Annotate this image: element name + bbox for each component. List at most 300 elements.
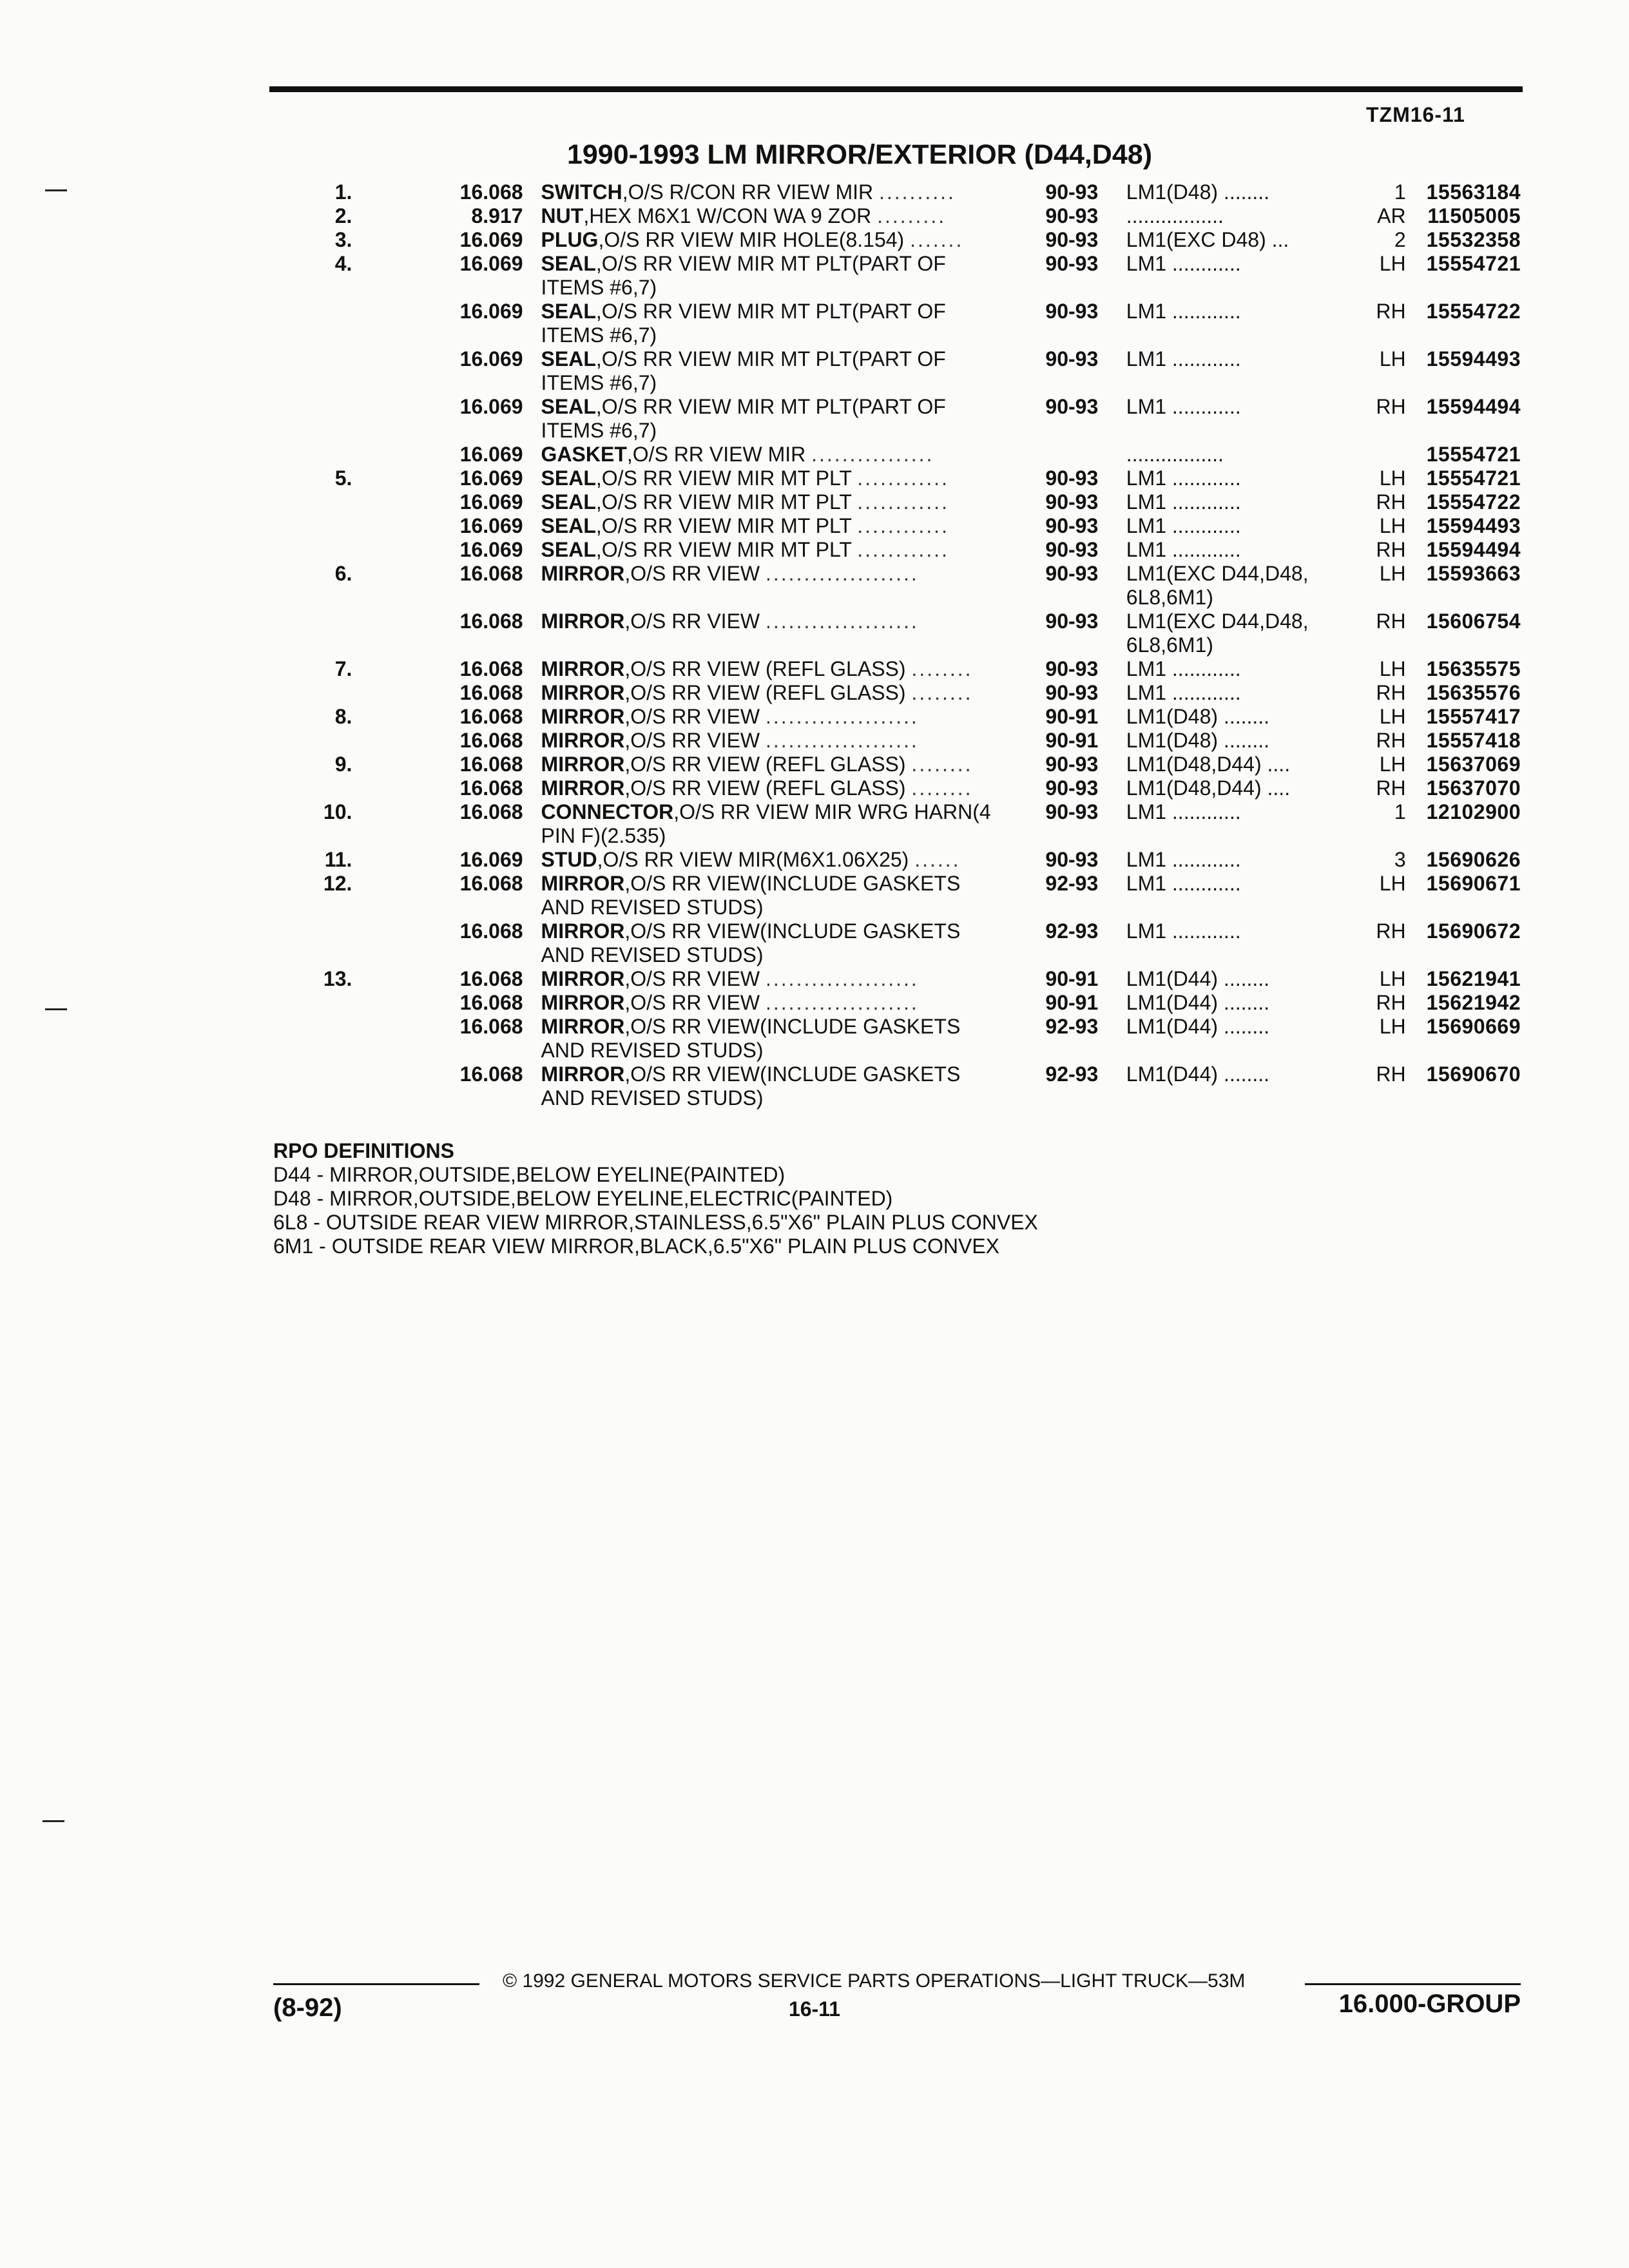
table-row	[290, 1039, 1521, 1062]
model-years: 90-91	[1045, 967, 1099, 990]
rpo-line: 6M1 - OUTSIDE REAR VIEW MIRROR,BLACK,6.5"X6" PLAIN PLUS CONVEX	[273, 1235, 999, 1258]
part-name: MIRROR	[541, 610, 625, 633]
part-number: 15637070	[1426, 776, 1521, 800]
item-number: 12.	[323, 872, 352, 895]
group-number	[352, 586, 523, 610]
model-usage: LM1 ............	[1126, 252, 1241, 275]
part-description	[523, 776, 1046, 800]
model-years	[1045, 824, 1126, 848]
part-name: SEAL	[541, 252, 596, 275]
part-description	[523, 514, 1046, 538]
leader-dots: ........	[911, 776, 973, 800]
table-row	[290, 204, 1521, 228]
part-description	[523, 276, 1046, 300]
model-usage	[1126, 323, 1362, 347]
group-number	[352, 1039, 523, 1062]
table-row	[290, 371, 1521, 395]
part-name: MIRROR	[541, 1062, 625, 1086]
model-years: 92-93	[1045, 1062, 1099, 1086]
model-usage: LM1 ............	[1126, 466, 1241, 490]
rpo-line: D44 - MIRROR,OUTSIDE,BELOW EYELINE(PAINTED)	[273, 1163, 786, 1186]
part-number: 15532358	[1426, 228, 1521, 251]
part-number: 15606754	[1426, 610, 1521, 633]
part-name: NUT	[541, 204, 584, 227]
item-number	[290, 681, 352, 705]
part-description	[523, 705, 1046, 729]
model-usage	[1126, 419, 1362, 443]
quantity	[1362, 276, 1405, 300]
table-row	[290, 1086, 1521, 1110]
table-row	[290, 610, 1521, 633]
part-description	[523, 657, 1046, 681]
item-number	[290, 586, 352, 610]
table-row	[290, 896, 1521, 919]
model-usage: LM1 ............	[1126, 848, 1241, 871]
part-detail: AND REVISED STUDS)	[541, 943, 764, 966]
table-row	[290, 967, 1521, 991]
top-rule	[269, 86, 1523, 92]
quantity: RH	[1376, 991, 1406, 1014]
part-name: SEAL	[541, 347, 596, 370]
part-number	[1406, 1039, 1521, 1062]
model-years: 90-93	[1045, 347, 1099, 370]
group-number: 16.069	[459, 514, 523, 537]
part-description	[523, 896, 1046, 919]
quantity: 2	[1394, 228, 1406, 251]
part-number	[1406, 586, 1521, 610]
leader-dots: ....................	[766, 562, 919, 585]
group-number: 16.068	[459, 753, 523, 776]
part-description	[523, 466, 1046, 490]
table-row	[290, 872, 1521, 896]
part-description	[523, 180, 1046, 204]
leader-dots: ........	[911, 681, 973, 704]
model-years: 90-91	[1045, 991, 1099, 1014]
model-usage: .................	[1126, 204, 1224, 227]
quantity: RH	[1376, 776, 1406, 800]
part-number: 15690626	[1426, 848, 1521, 871]
group-number: 16.069	[459, 347, 523, 370]
model-years	[1045, 1039, 1126, 1062]
group-number: 16.068	[459, 729, 523, 752]
part-description	[523, 967, 1046, 991]
part-description	[523, 490, 1046, 514]
model-years: 90-93	[1045, 180, 1099, 204]
table-row	[290, 252, 1521, 276]
table-row	[290, 991, 1521, 1015]
leader-dots: ............	[857, 538, 949, 561]
group-number	[352, 1086, 523, 1110]
part-name: GASKET	[541, 443, 627, 466]
part-number: 15594493	[1426, 347, 1521, 370]
item-number	[290, 323, 352, 347]
model-years	[1045, 943, 1126, 967]
model-years	[1045, 896, 1126, 919]
group-number: 16.069	[459, 395, 523, 418]
item-number	[290, 443, 352, 466]
part-description	[523, 610, 1046, 633]
part-name: MIRROR	[541, 753, 625, 776]
group-number: 16.068	[459, 776, 523, 800]
part-detail: ,O/S RR VIEW(INCLUDE GASKETS	[624, 919, 961, 943]
part-detail: ,O/S RR VIEW (REFL GLASS)	[624, 681, 906, 704]
part-description	[523, 395, 1046, 419]
model-usage: LM1(D48,D44) ....	[1126, 776, 1291, 800]
item-number	[290, 276, 352, 300]
model-usage: 6L8,6M1)	[1126, 633, 1213, 657]
item-number: 5.	[334, 466, 352, 490]
group-number: 16.068	[459, 919, 523, 943]
item-number: 13.	[323, 967, 352, 990]
model-years: 90-91	[1045, 729, 1099, 752]
part-name: PLUG	[541, 228, 599, 251]
leader-dots: ......	[914, 848, 961, 871]
part-number	[1406, 419, 1521, 443]
model-usage: LM1(D44) ........	[1126, 1062, 1270, 1086]
leader-dots: ................	[811, 443, 934, 466]
table-row	[290, 1015, 1521, 1039]
group-number	[352, 896, 523, 919]
page-title: 1990-1993 LM MIRROR/EXTERIOR (D44,D48)	[566, 139, 1153, 170]
group-number: 16.069	[459, 466, 523, 490]
document-code: TZM16-11	[1366, 103, 1465, 126]
group-number	[352, 323, 523, 347]
group-number: 16.068	[459, 1015, 523, 1038]
part-detail: ,O/S RR VIEW(INCLUDE GASKETS	[624, 1015, 961, 1038]
part-description	[523, 586, 1046, 610]
part-description	[523, 872, 1046, 896]
quantity: AR	[1377, 204, 1406, 227]
table-row	[290, 228, 1521, 252]
group-number: 16.069	[459, 252, 523, 275]
group-number: 16.069	[459, 228, 523, 251]
quantity: LH	[1379, 562, 1406, 585]
part-description	[523, 371, 1046, 395]
model-years: 90-93	[1045, 395, 1099, 418]
model-usage: LM1 ............	[1126, 490, 1241, 514]
rpo-title: RPO DEFINITIONS	[273, 1139, 454, 1162]
part-description	[523, 753, 1046, 776]
part-number: 15554722	[1426, 300, 1521, 323]
model-years: 92-93	[1045, 919, 1099, 943]
part-number	[1406, 323, 1521, 347]
model-usage	[1126, 896, 1362, 919]
table-row	[290, 657, 1521, 681]
model-usage: LM1(D48,D44) ....	[1126, 753, 1291, 776]
leader-dots: ............	[857, 490, 949, 514]
part-name: MIRROR	[541, 562, 625, 585]
part-description	[523, 943, 1046, 967]
quantity	[1362, 323, 1405, 347]
part-number: 15563184	[1426, 180, 1521, 204]
part-number: 12102900	[1426, 800, 1521, 823]
part-detail: ,O/S RR VIEW MIR MT PLT(PART OF	[595, 395, 946, 418]
quantity: RH	[1376, 300, 1406, 323]
item-number	[290, 919, 352, 943]
part-detail: ,O/S RR VIEW (REFL GLASS)	[624, 776, 906, 800]
model-years: 90-91	[1045, 705, 1099, 728]
table-row	[290, 538, 1521, 562]
group-number	[352, 943, 523, 967]
table-row	[290, 419, 1521, 443]
quantity: RH	[1376, 1062, 1406, 1086]
part-detail: ,O/S RR VIEW MIR HOLE(8.154)	[598, 228, 905, 251]
group-number	[352, 371, 523, 395]
part-number	[1406, 943, 1521, 967]
item-number	[290, 1015, 352, 1039]
footer-rule	[273, 1983, 479, 1985]
part-description	[523, 300, 1046, 323]
model-usage: .................	[1126, 443, 1224, 466]
part-description	[523, 347, 1046, 371]
model-usage: LM1 ............	[1126, 538, 1241, 561]
model-usage	[1126, 1039, 1362, 1062]
part-description	[523, 919, 1046, 943]
model-usage	[1126, 276, 1362, 300]
margin-mark	[43, 1820, 64, 1822]
part-detail: AND REVISED STUDS)	[541, 1039, 764, 1062]
model-years: 90-93	[1045, 800, 1099, 823]
model-years: 92-93	[1045, 872, 1099, 895]
table-row	[290, 514, 1521, 538]
leader-dots: ....................	[766, 991, 919, 1014]
model-years: 90-93	[1045, 562, 1099, 585]
model-years	[1045, 443, 1126, 466]
part-number: 15690670	[1426, 1062, 1521, 1086]
model-usage: LM1 ............	[1126, 657, 1241, 680]
item-number	[290, 1039, 352, 1062]
leader-dots: ....................	[766, 610, 919, 633]
part-description	[523, 633, 1046, 657]
leader-dots: .........	[877, 204, 947, 227]
model-years: 90-93	[1045, 681, 1099, 704]
model-years: 90-93	[1045, 204, 1099, 227]
part-description	[523, 1086, 1046, 1110]
part-name: SEAL	[541, 538, 596, 561]
quantity: 1	[1394, 180, 1406, 204]
page-number: 16-11	[788, 1997, 841, 2021]
model-usage: LM1(D48) ........	[1126, 180, 1270, 204]
part-detail: ,O/S RR VIEW MIR MT PLT(PART OF	[595, 347, 946, 370]
quantity	[1362, 1039, 1405, 1062]
model-usage: LM1(D44) ........	[1126, 1015, 1270, 1038]
part-description	[523, 419, 1046, 443]
part-description	[523, 800, 1046, 824]
rpo-definitions	[273, 1139, 1038, 1258]
quantity: LH	[1379, 347, 1406, 370]
table-row	[290, 824, 1521, 848]
part-name: MIRROR	[541, 1015, 625, 1038]
table-row	[290, 300, 1521, 323]
part-detail: ,O/S RR VIEW MIR MT PLT	[595, 514, 852, 537]
quantity	[1362, 824, 1405, 848]
part-detail: ,O/S RR VIEW MIR MT PLT(PART OF	[595, 300, 946, 323]
quantity: RH	[1376, 610, 1406, 633]
quantity: RH	[1376, 395, 1406, 418]
model-years	[1045, 586, 1126, 610]
group-number: 16.069	[459, 538, 523, 561]
quantity: RH	[1376, 681, 1406, 704]
model-years: 90-93	[1045, 490, 1099, 514]
part-number: 15594494	[1426, 538, 1521, 561]
rpo-line: D48 - MIRROR,OUTSIDE,BELOW EYELINE,ELECTRIC(PAINTED)	[273, 1187, 893, 1210]
part-description	[523, 824, 1046, 848]
group-number: 16.068	[459, 562, 523, 585]
part-description	[523, 204, 1046, 228]
part-number	[1406, 371, 1521, 395]
item-number: 8.	[334, 705, 352, 728]
item-number	[290, 1062, 352, 1086]
table-row	[290, 395, 1521, 419]
model-usage: LM1 ............	[1126, 919, 1241, 943]
leader-dots: ............	[857, 514, 949, 537]
part-number: 15690672	[1426, 919, 1521, 943]
part-detail: ,O/S RR VIEW	[624, 705, 760, 728]
copyright-notice: © 1992 GENERAL MOTORS SERVICE PARTS OPERATIONS—LIGHT TRUCK—53M	[503, 1970, 1246, 1992]
part-description	[523, 681, 1046, 705]
part-name: CONNECTOR	[541, 800, 674, 823]
part-name: MIRROR	[541, 729, 625, 752]
group-number	[352, 419, 523, 443]
part-name: SEAL	[541, 300, 596, 323]
quantity	[1362, 443, 1405, 466]
quantity	[1362, 633, 1405, 657]
part-number: 15593663	[1426, 562, 1521, 585]
group-number: 16.069	[459, 300, 523, 323]
item-number: 1.	[334, 180, 352, 204]
part-detail: AND REVISED STUDS)	[541, 896, 764, 919]
item-number	[290, 371, 352, 395]
parts-table	[290, 180, 1521, 1110]
quantity: RH	[1376, 490, 1406, 514]
part-name: MIRROR	[541, 657, 625, 680]
table-row	[290, 681, 1521, 705]
item-number: 6.	[334, 562, 352, 585]
part-description	[523, 1015, 1046, 1039]
part-detail: ,O/S RR VIEW MIR	[626, 443, 806, 466]
quantity: RH	[1376, 919, 1406, 943]
item-number: 3.	[334, 228, 352, 251]
item-number	[290, 490, 352, 514]
part-number: 15554722	[1426, 490, 1521, 514]
part-name: SEAL	[541, 490, 596, 514]
part-number: 15554721	[1426, 443, 1521, 466]
quantity: LH	[1379, 1015, 1406, 1038]
margin-mark	[45, 1008, 67, 1010]
group-number: 16.068	[459, 180, 523, 204]
item-number	[290, 395, 352, 419]
item-number	[290, 633, 352, 657]
table-row	[290, 562, 1521, 586]
part-detail: PIN F)(2.535)	[541, 824, 666, 847]
table-row	[290, 919, 1521, 943]
item-number: 7.	[334, 657, 352, 680]
quantity: 1	[1394, 800, 1406, 823]
part-detail: ,O/S RR VIEW	[624, 967, 760, 990]
part-number: 15690669	[1426, 1015, 1521, 1038]
group-number: 16.068	[459, 681, 523, 704]
item-number	[290, 824, 352, 848]
group-number: 16.069	[459, 848, 523, 871]
part-detail: ,O/S R/CON RR VIEW MIR	[622, 180, 874, 204]
part-description	[523, 323, 1046, 347]
part-number: 11505005	[1427, 204, 1521, 227]
item-number	[290, 347, 352, 371]
table-row	[290, 323, 1521, 347]
item-number	[290, 896, 352, 919]
leader-dots: ........	[911, 753, 973, 776]
part-name: MIRROR	[541, 776, 625, 800]
model-years	[1045, 419, 1126, 443]
part-number	[1406, 896, 1521, 919]
part-detail: ,O/S RR VIEW MIR MT PLT	[595, 466, 852, 490]
part-description	[523, 1062, 1046, 1086]
model-years	[1045, 633, 1126, 657]
model-years: 90-93	[1045, 610, 1099, 633]
model-years: 90-93	[1045, 466, 1099, 490]
quantity: RH	[1376, 729, 1406, 752]
part-detail: ITEMS #6,7)	[541, 419, 657, 442]
table-row	[290, 848, 1521, 872]
model-usage: LM1 ............	[1126, 681, 1241, 704]
quantity	[1362, 586, 1405, 610]
part-description	[523, 991, 1046, 1015]
part-name: MIRROR	[541, 705, 625, 728]
part-detail: ITEMS #6,7)	[541, 323, 657, 347]
group-number: 16.068	[459, 800, 523, 823]
model-years	[1045, 323, 1126, 347]
table-row	[290, 180, 1521, 204]
quantity: LH	[1379, 753, 1406, 776]
item-number: 9.	[334, 753, 352, 776]
model-usage	[1126, 1086, 1362, 1110]
table-row	[290, 347, 1521, 371]
part-number: 15690671	[1426, 872, 1521, 895]
model-usage: LM1 ............	[1126, 514, 1241, 537]
table-row	[290, 800, 1521, 824]
margin-mark	[45, 189, 67, 191]
part-number: 15594494	[1426, 395, 1521, 418]
item-number	[290, 610, 352, 633]
item-number: 4.	[334, 252, 352, 275]
leader-dots: ..........	[878, 180, 956, 204]
model-years: 90-93	[1045, 228, 1099, 251]
quantity: LH	[1379, 252, 1406, 275]
part-number: 15637069	[1426, 753, 1521, 776]
rpo-line: 6L8 - OUTSIDE REAR VIEW MIRROR,STAINLESS,6.5"X6" PLAIN PLUS CONVEX	[273, 1211, 1038, 1234]
table-row	[290, 729, 1521, 753]
model-usage: LM1 ............	[1126, 872, 1241, 895]
quantity: LH	[1379, 657, 1406, 680]
part-description	[523, 848, 1046, 872]
part-number: 15635575	[1426, 657, 1521, 680]
table-row	[290, 490, 1521, 514]
part-detail: ,O/S RR VIEW MIR WRG HARN(4	[673, 800, 991, 823]
item-number: 11.	[324, 848, 352, 871]
part-detail: ,O/S RR VIEW MIR MT PLT(PART OF	[595, 252, 946, 275]
part-description	[523, 729, 1046, 753]
part-detail: AND REVISED STUDS)	[541, 1086, 764, 1110]
model-usage: LM1(EXC D48) ...	[1126, 228, 1289, 251]
part-name: MIRROR	[541, 991, 625, 1014]
footer-rule	[1305, 1983, 1521, 1985]
group-number: 16.068	[459, 657, 523, 680]
item-number	[290, 991, 352, 1015]
model-years	[1045, 1086, 1126, 1110]
part-name: SEAL	[541, 395, 596, 418]
model-years: 90-93	[1045, 848, 1099, 871]
leader-dots: ............	[857, 466, 949, 490]
